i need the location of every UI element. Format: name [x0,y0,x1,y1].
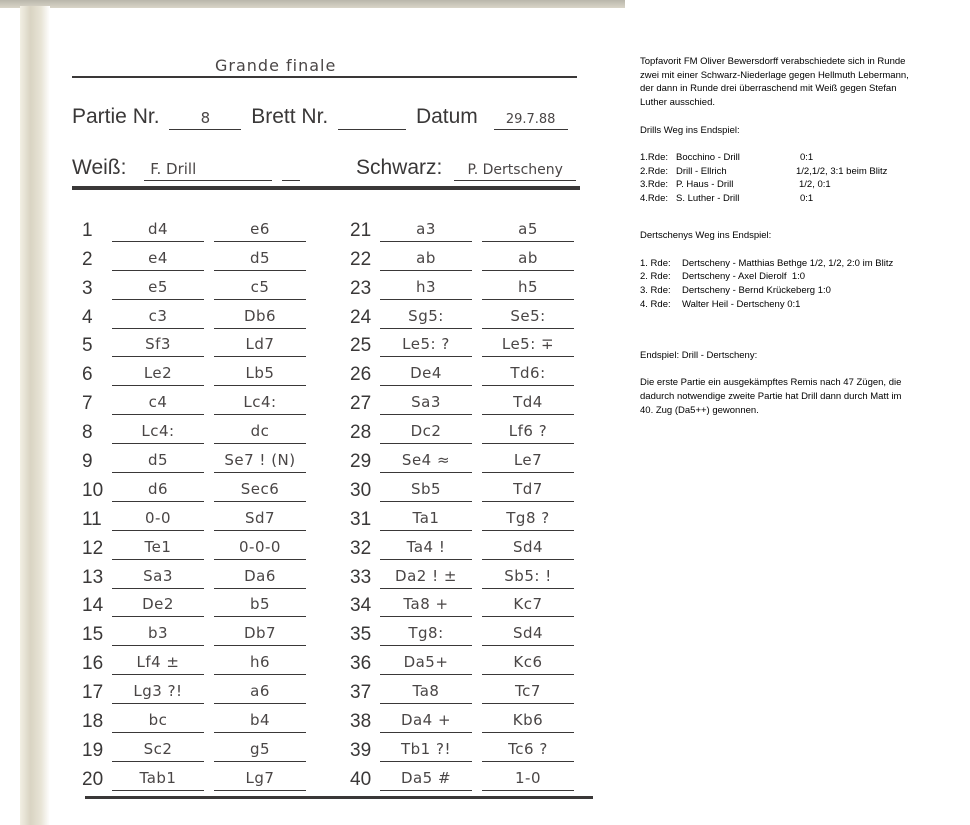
move-number: 20 [82,768,104,790]
move-number: 32 [350,537,372,559]
round-label: 1. Rde: [640,257,671,269]
move-row [82,386,316,415]
move-row [350,733,584,762]
datum-field [494,105,568,130]
move-number: 15 [82,624,104,646]
move-row [350,329,584,358]
scan-edge [0,0,625,8]
datum-value: 29.7.88 [505,112,556,127]
white-move: e4 [112,248,204,271]
final-line: dadurch notwendige zweite Partie hat Drill dann durch Matt im [640,391,902,403]
move-row [350,357,584,386]
round-pairing: P. Haus - Drill [676,179,734,191]
drill-rounds [640,151,960,206]
partie-field [169,105,241,130]
dertscheny-rounds [640,257,960,312]
move-number: 2 [82,248,93,270]
white-move: Sb5 [380,479,472,502]
black-move: Lf6 ? [482,421,574,444]
white-move: Tab1 [112,768,204,791]
partie-label: Partie Nr. [72,105,160,128]
move-row [82,329,316,358]
datum-label: Datum [415,105,478,128]
move-row [82,242,316,271]
black-move: Db7 [214,623,306,646]
weiss-field [144,156,272,181]
drill-round [640,151,960,165]
move-row [350,704,584,733]
weiss-value: F. Drill [150,160,197,178]
black-move: b4 [214,710,306,733]
round-pairing: Drill - Ellrich [676,165,727,177]
black-move: Kc6 [482,652,574,675]
move-row [82,502,316,531]
black-move: h6 [214,652,306,675]
move-number: 35 [350,624,372,646]
schwarz-value: P. Dertscheny [467,162,563,178]
move-number: 29 [350,451,372,473]
header-divider [72,186,580,190]
black-move: Tc6 ? [482,739,574,762]
move-row [82,589,316,618]
title-underline [72,76,577,78]
move-number: 6 [82,364,93,386]
black-move: Td4 [482,392,574,415]
white-move: ab [380,248,472,271]
black-move: Tg8 ? [482,508,574,531]
white-move: Da2 ! ± [380,566,472,589]
white-move: b3 [112,623,204,646]
move-number: 7 [82,393,93,415]
round-label: 2. Rde: [640,271,671,283]
white-move: Ta4 ! [380,537,472,560]
drill-round [640,165,960,179]
move-row [350,213,584,242]
dertscheny-heading: Dertschenys Weg ins Endspiel: [640,230,772,242]
move-number: 31 [350,508,372,530]
move-number: 19 [82,739,104,761]
schwarz-field [454,156,576,181]
black-move: Sd4 [482,623,574,646]
black-move: Sec6 [214,479,306,502]
weiss-label: Weiß: [72,156,127,179]
intro-paragraph [640,55,960,110]
move-row [82,415,316,444]
white-move: Lg3 ?! [112,681,204,704]
move-row [82,646,316,675]
white-move: Lf4 ± [112,652,204,675]
dertscheny-round [640,298,960,312]
drill-round [640,192,960,206]
weiss-field-tail [282,156,300,181]
intro-line: Topfavorit FM Oliver Bewersdorff verabschiedete sich in Runde [640,56,906,67]
move-row [82,444,316,473]
move-row [350,531,584,560]
white-move: Dc2 [380,421,472,444]
black-move: a5 [482,219,574,242]
move-row [82,675,316,704]
white-move: Le5: ? [380,334,472,357]
move-row [350,502,584,531]
round-text: Dertscheny - Bernd Krückeberg 1:0 [682,285,831,297]
move-number: 3 [82,277,93,299]
round-result: 0:1 [800,193,814,204]
move-row [350,300,584,329]
move-number: 38 [350,711,372,733]
move-row [82,271,316,300]
white-move: Sf3 [112,334,204,357]
move-number: 14 [82,595,104,617]
moves-column-1-20 [82,213,316,791]
round-result: 1/2,1/2, 3:1 beim Blitz [796,165,888,177]
move-row [350,617,584,646]
move-row [82,560,316,589]
white-move: Da5+ [380,652,472,675]
move-number: 27 [350,393,372,415]
dertscheny-round [640,270,960,284]
move-number: 13 [82,566,104,588]
scoresheet [50,8,625,825]
move-row [350,473,584,502]
game-info-row [72,105,568,130]
move-number: 36 [350,653,372,675]
white-move: Se4 ≈ [380,450,472,473]
black-move: Le7 [482,450,574,473]
round-label: 2.Rde: [640,165,668,177]
dertscheny-round [640,257,960,271]
event-title: Grande finale [215,56,337,75]
move-number: 33 [350,566,372,588]
round-text: Dertscheny - Matthias Bethge 1/2, 1/2, 2:0 im Blitz [682,257,894,269]
white-move: De4 [380,363,472,386]
brett-field [338,105,406,130]
round-label: 1.Rde: [640,151,668,163]
schwarz-label: Schwarz: [355,156,443,179]
move-row [82,357,316,386]
black-move: Se5: [482,306,574,329]
black-move: Td6: [482,363,574,386]
round-text: Dertscheny - Axel Dierolf 1:0 [682,271,806,283]
black-move: 1-0 [482,768,574,791]
move-number: 9 [82,451,93,473]
round-pairing: Bocchino - Drill [676,151,740,163]
white-move: Sc2 [112,739,204,762]
move-number: 34 [350,595,372,617]
white-move: Lc4: [112,421,204,444]
move-number: 23 [350,277,372,299]
white-move: Sa3 [380,392,472,415]
move-number: 4 [82,306,93,328]
move-row [350,560,584,589]
white-move: Tg8: [380,623,472,646]
move-row [82,213,316,242]
white-move: Da5 # [380,768,472,791]
white-move: Ta1 [380,508,472,531]
move-row [82,617,316,646]
move-number: 1 [82,219,93,241]
move-number: 40 [350,768,372,790]
move-number: 16 [82,653,104,675]
black-move: Kb6 [482,710,574,733]
move-number: 37 [350,682,372,704]
move-number: 21 [350,219,372,241]
white-move: Sa3 [112,566,204,589]
white-move: De2 [112,594,204,617]
white-move: c3 [112,306,204,329]
move-row [350,271,584,300]
drill-heading: Drills Weg ins Endspiel: [640,124,740,136]
article-text [640,55,960,417]
black-move: g5 [214,739,306,762]
move-number: 24 [350,306,372,328]
black-move: Da6 [214,566,306,589]
move-number: 22 [350,248,372,270]
round-label: 4.Rde: [640,193,668,204]
white-move: d6 [112,479,204,502]
intro-line: zwei mit einer Schwarz-Niederlage gegen Hellmuth Lebermann, [640,69,909,81]
move-row [350,675,584,704]
white-move: Tb1 ?! [380,739,472,762]
black-move: e6 [214,219,306,242]
final-line: 40. Zug (Da5++) gewonnen. [640,404,759,416]
white-move: Te1 [112,537,204,560]
black-move: b5 [214,594,306,617]
move-row [350,415,584,444]
move-number: 39 [350,739,372,761]
round-label: 4. Rde: [640,298,671,310]
white-move: Sg5: [380,306,472,329]
white-move: 0-0 [112,508,204,531]
black-move: Le5: ∓ [482,334,574,357]
white-move: bc [112,710,204,733]
white-move: a3 [380,219,472,242]
round-label: 3.Rde: [640,179,668,191]
black-move: h5 [482,277,574,300]
partie-value: 8 [200,109,211,127]
move-number: 30 [350,479,372,501]
move-number: 12 [82,537,104,559]
black-move: Ld7 [214,334,306,357]
move-row [82,473,316,502]
black-move: d5 [214,248,306,271]
move-number: 28 [350,422,372,444]
move-row [350,242,584,271]
intro-line: der dann in Runde drei überraschend mit Weiß gegen Stefan [640,83,897,95]
move-number: 17 [82,682,104,704]
move-row [350,386,584,415]
move-row [350,589,584,618]
final-paragraph [640,376,960,417]
brett-label: Brett Nr. [251,105,329,128]
white-move: Ta8 [380,681,472,704]
move-row [82,531,316,560]
white-move: h3 [380,277,472,300]
black-move: Sb5: ! [482,566,574,589]
round-pairing: S. Luther - Drill [676,193,740,204]
move-number: 26 [350,364,372,386]
black-move: Tc7 [482,681,574,704]
black-move: dc [214,421,306,444]
black-move: Lg7 [214,768,306,791]
black-move: Se7 ! (N) [214,450,306,473]
intro-line: Luther ausschied. [640,97,715,109]
black-move: Td7 [482,479,574,502]
move-number: 25 [350,335,372,357]
move-row [82,704,316,733]
round-result: 1/2, 0:1 [799,179,831,191]
black-move: a6 [214,681,306,704]
round-label: 3. Rde: [640,285,671,297]
move-number: 18 [82,711,104,733]
move-row [82,300,316,329]
black-move: Db6 [214,306,306,329]
black-move: Lc4: [214,392,306,415]
drill-round [640,178,960,192]
black-move: 0-0-0 [214,537,306,560]
move-row [350,444,584,473]
footer-divider [85,796,593,799]
final-heading: Endspiel: Drill - Dertscheny: [640,349,758,361]
white-move: c4 [112,392,204,415]
move-number: 8 [82,422,93,444]
black-move: Lb5 [214,363,306,386]
black-move: c5 [214,277,306,300]
dertscheny-round [640,284,960,298]
black-move: Kc7 [482,594,574,617]
move-number: 11 [82,508,102,530]
white-move: Ta8 + [380,594,472,617]
black-move: ab [482,248,574,271]
move-number: 5 [82,335,93,357]
move-row [82,762,316,791]
round-text: Walter Heil - Dertscheny 0:1 [682,298,801,310]
black-move: Sd7 [214,508,306,531]
white-move: Da4 + [380,710,472,733]
moves-column-21-40 [350,213,584,791]
move-row [82,733,316,762]
white-move: d4 [112,219,204,242]
white-move: Le2 [112,363,204,386]
move-row [350,646,584,675]
players-row [72,156,576,181]
white-move: e5 [112,277,204,300]
move-number: 10 [82,479,104,501]
book-binding-shadow [20,6,50,825]
white-move: d5 [112,450,204,473]
move-row [350,762,584,791]
black-move: Sd4 [482,537,574,560]
round-result: 0:1 [800,151,814,163]
final-line: Die erste Partie ein ausgekämpftes Remis nach 47 Zügen, die [640,377,902,389]
